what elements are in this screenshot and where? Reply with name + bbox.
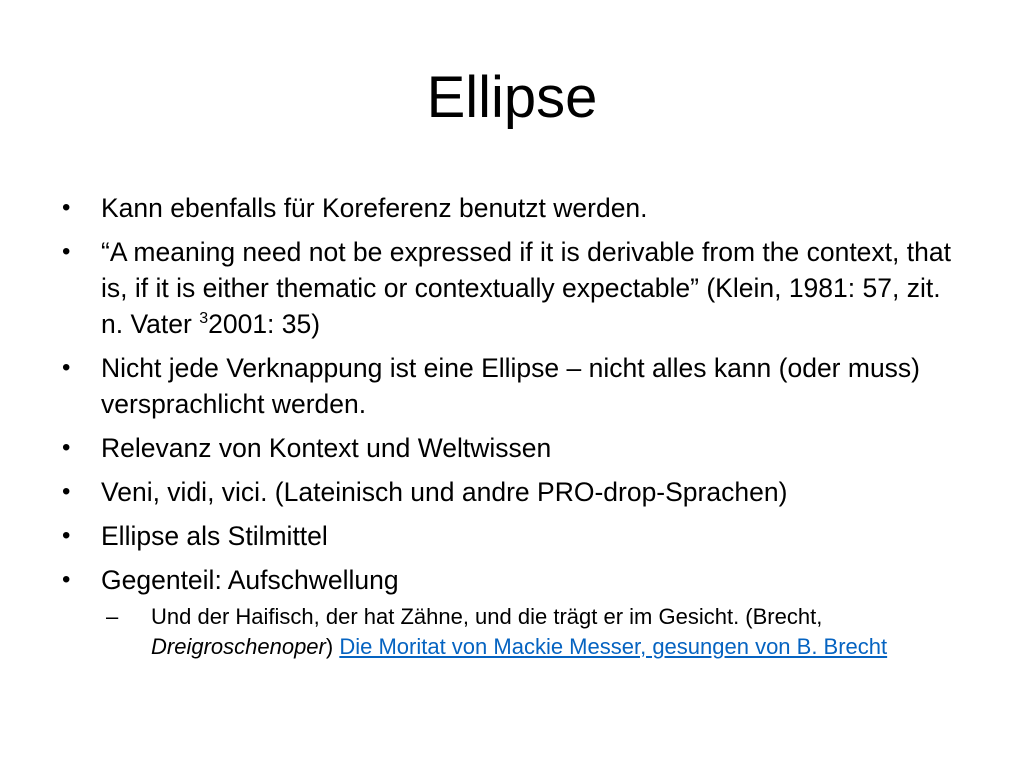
bullet-text-quote: “A meaning need not be expressed if it is derivable from the context, that is, if it is either thematic or contextually expectable” (Klein, 1981: 57, zit. n. Vater <box>101 237 951 339</box>
bullet-icon: • <box>62 354 71 381</box>
bullet-icon: • <box>62 566 71 593</box>
bullet-text: Kann ebenfalls für Koreferenz benutzt werden. <box>101 193 648 223</box>
sub-bullet-text-after: ) <box>325 634 340 659</box>
bullet-text: Gegenteil: Aufschwellung <box>101 565 399 595</box>
dash-icon: – <box>106 604 119 629</box>
mackie-messer-link[interactable]: Die Moritat von Mackie Messer, gesungen von B. Brecht <box>339 634 888 659</box>
bullet-text: Veni, vidi, vici. (Lateinisch und andre PRO-drop-Sprachen) <box>101 477 788 507</box>
work-title-italic: Dreigroschenoper <box>151 634 326 659</box>
bullet-text-citation: 2001: 35) <box>208 309 321 339</box>
bullet-text: Relevanz von Kontext und Weltwissen <box>101 433 552 463</box>
sub-bullet-text: Und der Haifisch, der hat Zähne, und die trägt er im Gesicht. (Brecht, <box>151 604 823 629</box>
slide-title: Ellipse <box>426 65 598 130</box>
bullet-list <box>62 190 962 670</box>
bullet-item <box>62 350 962 422</box>
bullet-text: Nicht jede Verknappung ist eine Ellipse – nicht alles kann (oder muss) versprachlicht werden. <box>101 353 921 419</box>
bullet-icon: • <box>62 478 71 505</box>
bullet-item <box>62 234 962 342</box>
bullet-item <box>62 430 962 466</box>
bullet-item <box>62 474 962 510</box>
bullet-icon: • <box>62 194 71 221</box>
bullet-icon: • <box>62 434 71 461</box>
edition-superscript: 3 <box>199 310 209 327</box>
bullet-item <box>62 518 962 554</box>
sub-bullet-list <box>101 602 962 662</box>
bullet-item <box>62 562 962 662</box>
bullet-icon: • <box>62 238 71 265</box>
bullet-icon: • <box>62 522 71 549</box>
bullet-text: Ellipse als Stilmittel <box>101 521 328 551</box>
sub-bullet-item <box>106 602 962 662</box>
bullet-item <box>62 190 962 226</box>
